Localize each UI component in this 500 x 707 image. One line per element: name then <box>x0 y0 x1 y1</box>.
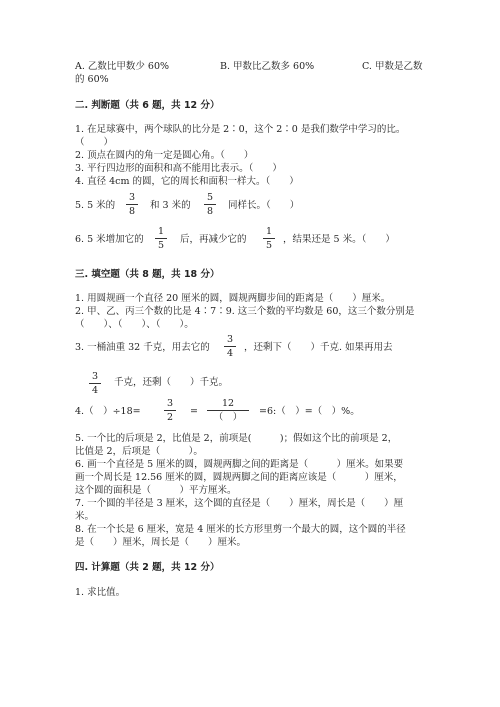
fill-q3-fraction-1 <box>224 334 236 359</box>
fraction-denominator: 2 <box>166 412 174 423</box>
fraction-denominator: 5 <box>265 240 273 251</box>
fill-q5-line2: 比值是 2，后项是（ ）。 <box>75 446 203 457</box>
judgement-q1-line2: （ ） <box>75 137 114 148</box>
judgement-q6-fraction-2 <box>263 226 275 251</box>
fraction-numerator: 3 <box>91 371 99 382</box>
fill-q3-text-b: ，还剩下（ ）千克. 如果再用去 <box>244 342 393 353</box>
section-heading-judgement: 二. 判断题（共 6 题，共 12 分） <box>75 100 220 111</box>
fill-q2-line2: （ ）、（ ）、（ ）。 <box>75 319 194 330</box>
fraction-bar <box>155 238 167 239</box>
fraction-numerator: 12 <box>221 398 235 409</box>
fraction-numerator: 1 <box>157 226 165 237</box>
fraction-bar <box>263 238 275 239</box>
fill-q4-equals: = <box>190 406 198 417</box>
fraction-bar <box>224 346 236 347</box>
fill-q6-line2: 画一个周长是 12.56 厘米的圆，圆规两脚之间的距离应该是（ ）厘米， <box>75 472 403 483</box>
judgement-q5-text-b: 和 3 米的 <box>150 200 191 211</box>
fill-q7-line1: 7. 一个圆的半径是 3 厘米，这个圆的直径是（ ）厘米，周长是（ ）厘 <box>75 498 404 509</box>
judgement-q6-text-a: 6. 5 米增加它的 <box>75 234 144 245</box>
fraction-numerator: 5 <box>206 192 214 203</box>
judgement-q5-text-a: 5. 5 米的 <box>75 200 116 211</box>
fill-q2-line1: 2. 甲、乙、丙三个数的比是 4∶7∶9. 这三个数的平均数是 60，这三个数分别是 <box>75 306 415 317</box>
fraction-bar <box>164 410 176 411</box>
fraction-denominator: （ ） <box>213 412 243 423</box>
fraction-bar <box>126 204 138 205</box>
fill-q4-text-b: =6:（ ）=（ ）%。 <box>259 406 360 417</box>
judgement-q1-line1: 1. 在足球赛中，两个球队的比分是 2∶0，这个 2∶0 是我们数学中学习的比。 <box>75 124 406 135</box>
option-b: B. 甲数比乙数多 60% <box>220 61 315 72</box>
fill-q4-fraction-2 <box>207 398 249 423</box>
calc-q1: 1. 求比值。 <box>75 587 126 598</box>
fraction-denominator: 8 <box>206 206 214 217</box>
fill-q6-line1: 6. 画一个直径是 5 厘米的圆，圆规两脚之间的距离是（ ）厘米。如果要 <box>75 459 404 470</box>
fraction-denominator: 5 <box>157 240 165 251</box>
fill-q8-line1: 8. 在一个长是 6 厘米，宽是 4 厘米的长方形里剪一个最大的圆，这个圆的半径 <box>75 524 406 535</box>
section-heading-calculation: 四. 计算题（共 2 题，共 12 分） <box>75 562 220 573</box>
fraction-numerator: 3 <box>166 398 174 409</box>
judgement-q5-fraction-1 <box>126 192 138 217</box>
fraction-numerator: 3 <box>226 334 234 345</box>
fill-q4-text-a: 4.（ ）÷18= <box>75 406 141 417</box>
fill-q5-line1: 5. 一个比的后项是 2，比值是 2，前项是( )；假如这个比的前项是 2， <box>75 433 398 444</box>
fill-q7-line2: 米。 <box>75 511 95 522</box>
fraction-numerator: 1 <box>265 226 273 237</box>
fill-q8-line2: 是（ ）厘米，周长是（ ）厘米。 <box>75 537 247 548</box>
fraction-bar <box>89 383 101 384</box>
section-heading-fill-blank: 三. 填空题（共 8 题，共 18 分） <box>75 269 220 280</box>
fraction-bar <box>204 204 216 205</box>
option-c: C. 甲数是乙数 <box>362 61 423 72</box>
fill-q6-line3: 这个圆的面积是（ ）平方厘米。 <box>75 485 237 496</box>
judgement-q2: 2. 顶点在圆内的角一定是圆心角。（ ） <box>75 150 254 161</box>
fill-q3-fraction-2 <box>89 371 101 396</box>
judgement-q4: 4. 直径 4cm 的圆，它的周长和面积一样大。（ ） <box>75 176 299 187</box>
fraction-denominator: 8 <box>128 206 136 217</box>
fraction-denominator: 4 <box>91 385 99 396</box>
judgement-q6-fraction-1 <box>155 226 167 251</box>
option-a-line2: 的 60% <box>75 74 109 85</box>
fraction-bar <box>207 410 249 411</box>
fill-q3-text-a: 3. 一桶油重 32 千克，用去它的 <box>75 342 210 353</box>
judgement-q6-text-c: ，结果还是 5 米。（ ） <box>283 234 395 245</box>
fill-q3-text-c: 千克，还剩（ ）千克。 <box>114 377 229 388</box>
judgement-q6-text-b: 后，再减少它的 <box>180 234 247 245</box>
judgement-q5-fraction-2 <box>204 192 216 217</box>
fill-q1: 1. 用圆规画一个直径 20 厘米的圆，圆规两脚步间的距离是（ ）厘米。 <box>75 293 391 304</box>
option-a-line1: A. 乙数比甲数少 60% <box>75 61 170 72</box>
fill-q4-fraction-1 <box>164 398 176 423</box>
fraction-numerator: 3 <box>128 192 136 203</box>
fraction-denominator: 4 <box>226 348 234 359</box>
judgement-q3: 3. 平行四边形的面积和高不能用比表示。（ ） <box>75 163 282 174</box>
judgement-q5-text-c: 同样长。（ ） <box>228 200 300 211</box>
